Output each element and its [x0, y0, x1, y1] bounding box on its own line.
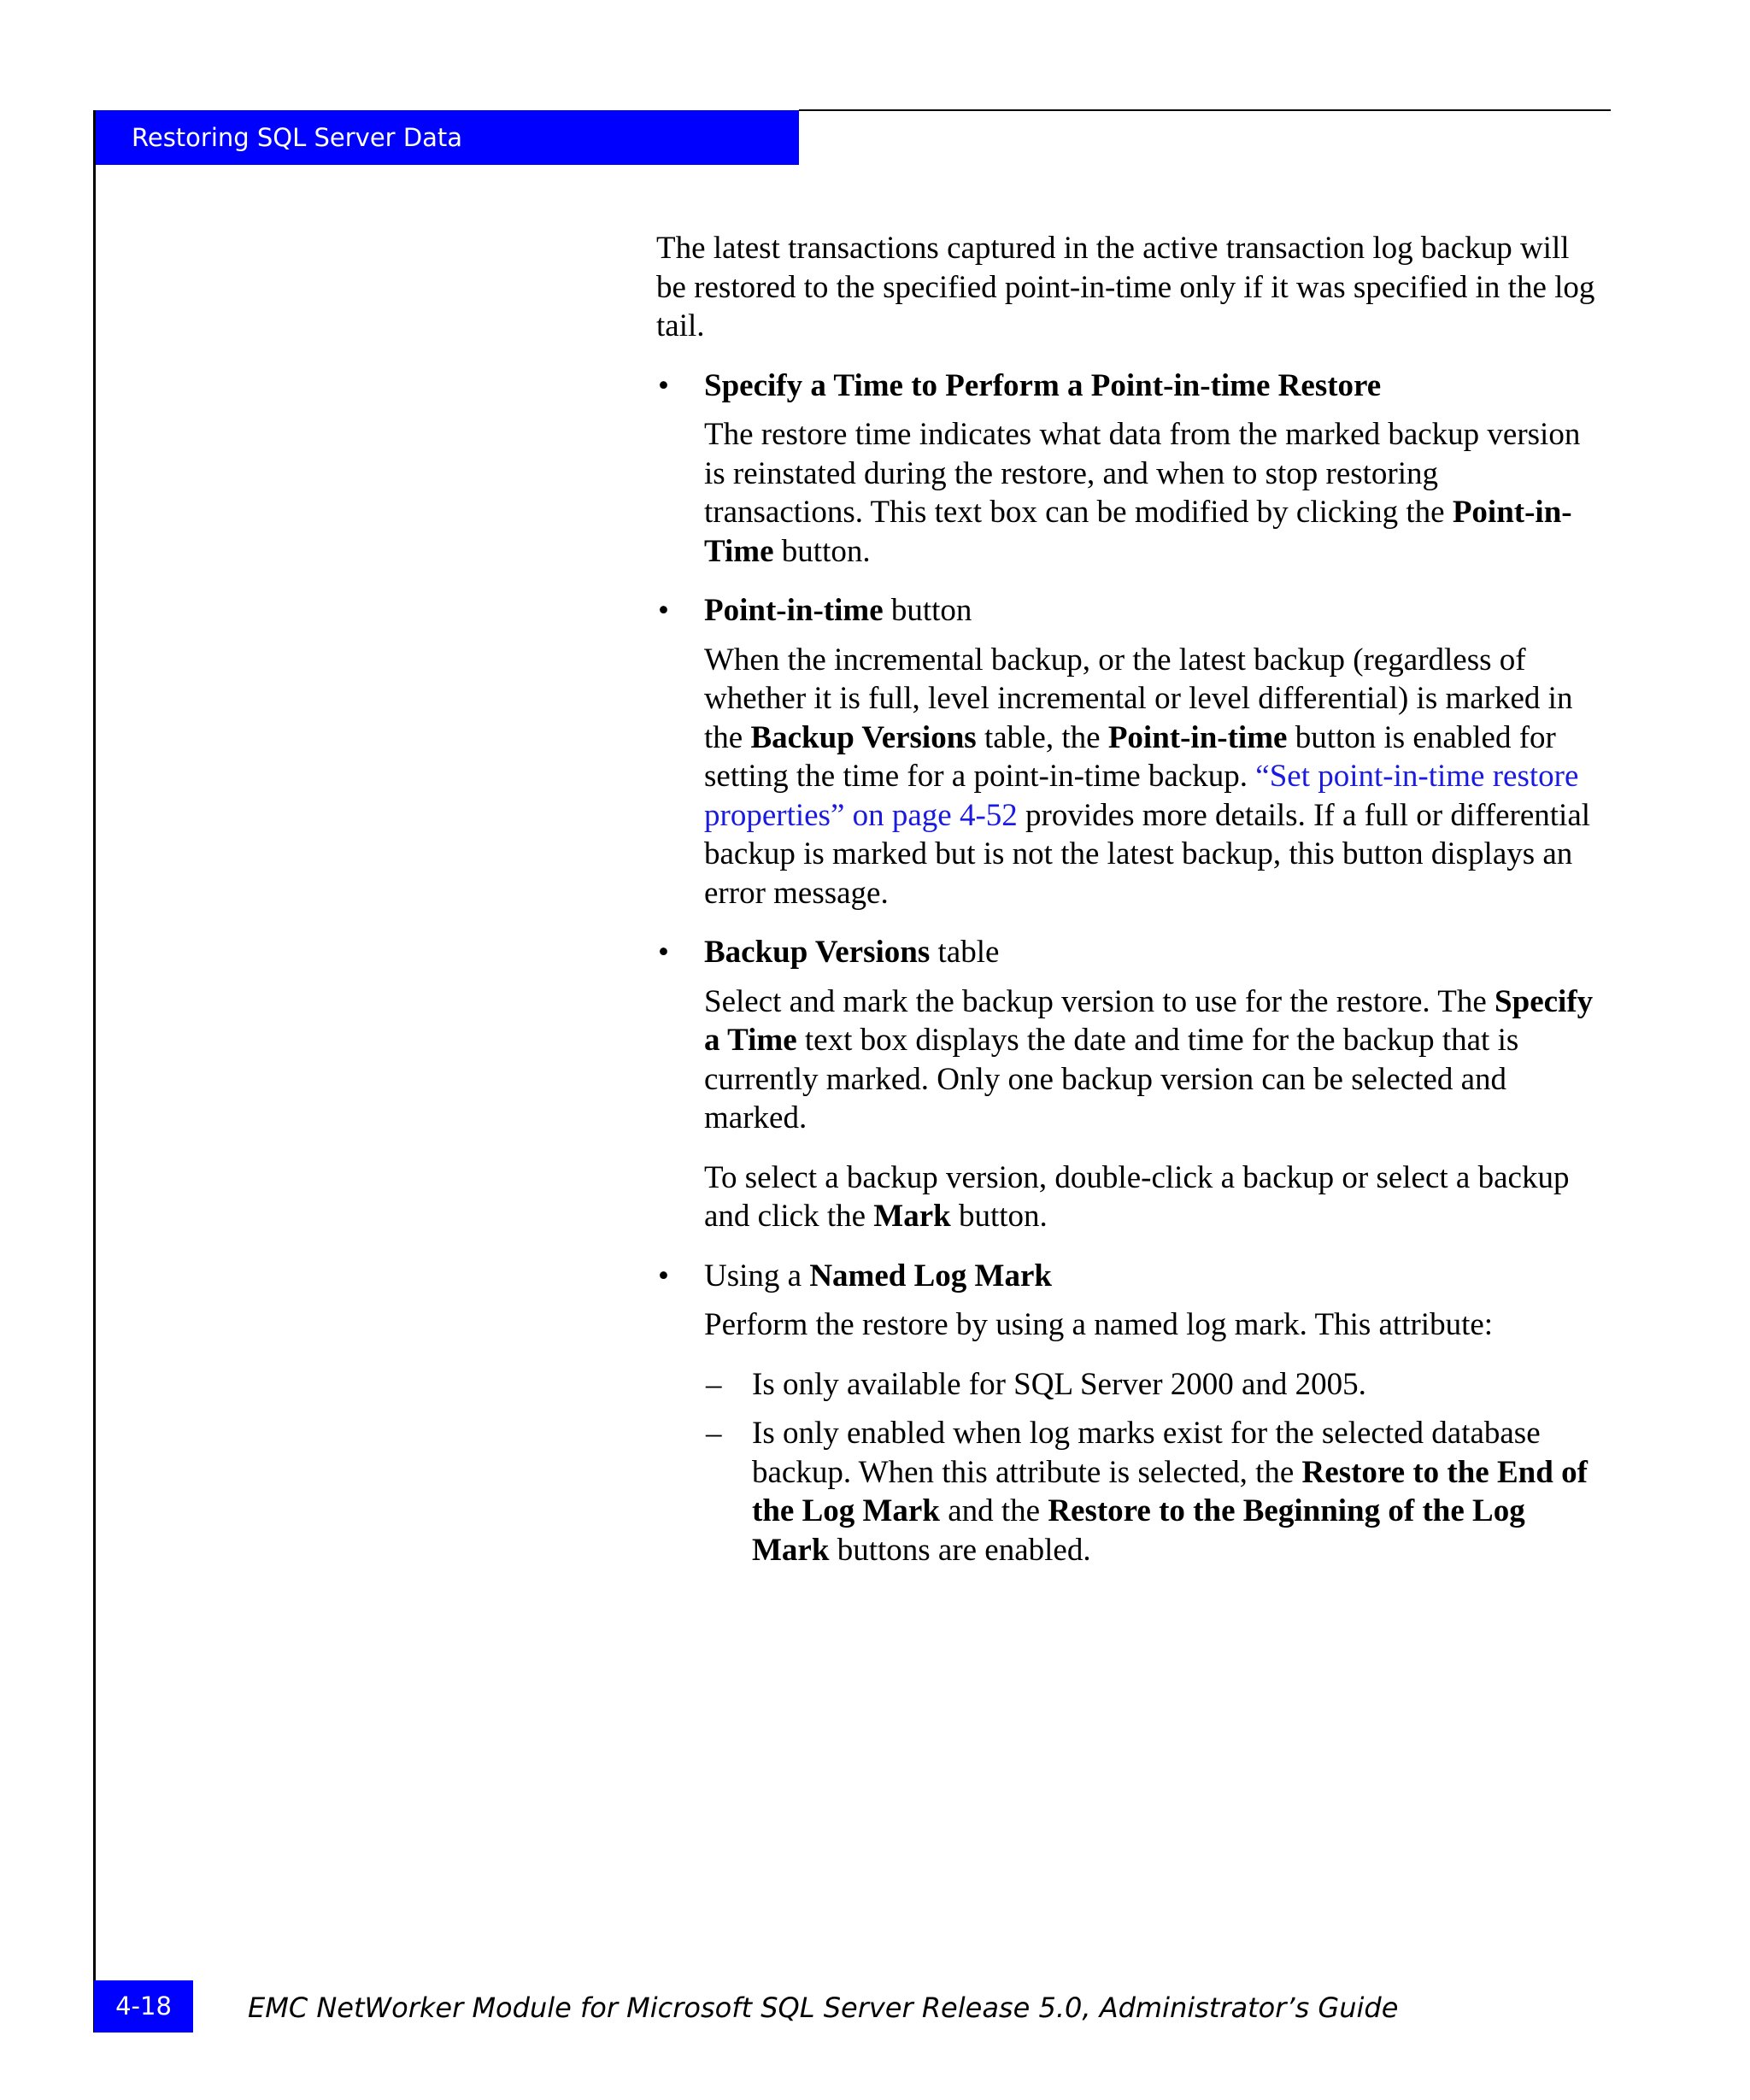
intro-paragraph: The latest transactions captured in the active transaction log backup will be restored to the specified point-in-time only if it was specified in the log tail.: [656, 231, 1595, 343]
item-heading: Backup Versions table: [704, 935, 1000, 970]
side-rule: [93, 110, 96, 2033]
sub-list-item: [704, 1414, 1605, 1569]
bullet: •: [658, 1258, 669, 1293]
sub-list-item: [704, 1365, 1605, 1405]
body-content: [656, 229, 1605, 1590]
item-paragraph: To select a backup version, double-click a backup or select a backup and click the Mark button.: [704, 1159, 1570, 1234]
section-header-tab: [94, 110, 799, 165]
bullet: •: [658, 593, 669, 628]
footer-title: EMC NetWorker Module for Microsoft SQL Server Release 5.0, Administrator’s Guide: [248, 1991, 1399, 2024]
sub-item-text: Is only available for SQL Server 2000 and 2005.: [752, 1366, 1366, 1402]
item-paragraph: The restore time indicates what data from the marked backup version is reinstated during the restore, and when to stop restoring transactions. This text box can be modified by clicking the Point-in-Time button.: [704, 417, 1581, 569]
item-heading: Specify a Time to Perform a Point-in-time Restore: [704, 367, 1382, 403]
bullet: •: [658, 367, 669, 403]
bullet: •: [658, 935, 669, 970]
sub-item-text: Is only enabled when log marks exist for the selected database backup. When this attribute is selected, the Restore to the End of the Log Mark and the Restore to the Beginning of the Log Mark buttons are enabled.: [752, 1416, 1588, 1568]
dash: –: [706, 1366, 722, 1402]
item-paragraph: When the incremental backup, or the latest backup (regardless of whether it is full, level incremental or level differential) is marked in the Backup Versions table, the Point-in-time button is enabled for setting the time for a point-in-time backup. “Set point-in-time restore properties” on page 4-52 provides more details. If a full or differential backup is marked but is not the latest backup, this button displays an error message.: [704, 642, 1591, 911]
page-number: 4-18: [115, 1991, 172, 2021]
list-item-specify-time: [656, 367, 1605, 572]
header-rule: [799, 109, 1611, 111]
cross-reference-link[interactable]: “Set point-in-time restore properties” on page 4-52: [704, 759, 1579, 833]
item-heading: Using a Named Log Mark: [704, 1258, 1052, 1293]
item-heading: Point-in-time button: [704, 593, 972, 628]
section-title: Restoring SQL Server Data: [132, 123, 463, 152]
list-item-backup-versions: [656, 933, 1605, 1236]
list-item-point-in-time-button: [656, 591, 1605, 912]
item-paragraph: Select and mark the backup version to use for the restore. The Specify a Time text box displays the date and time for the backup that is currently marked. Only one backup version can be selected and marked.: [704, 983, 1594, 1135]
list-item-named-log-mark: [656, 1257, 1605, 1570]
item-paragraph: Perform the restore by using a named log mark. This attribute:: [704, 1307, 1494, 1342]
dash: –: [706, 1416, 722, 1451]
page-number-tab: [94, 1980, 193, 2033]
